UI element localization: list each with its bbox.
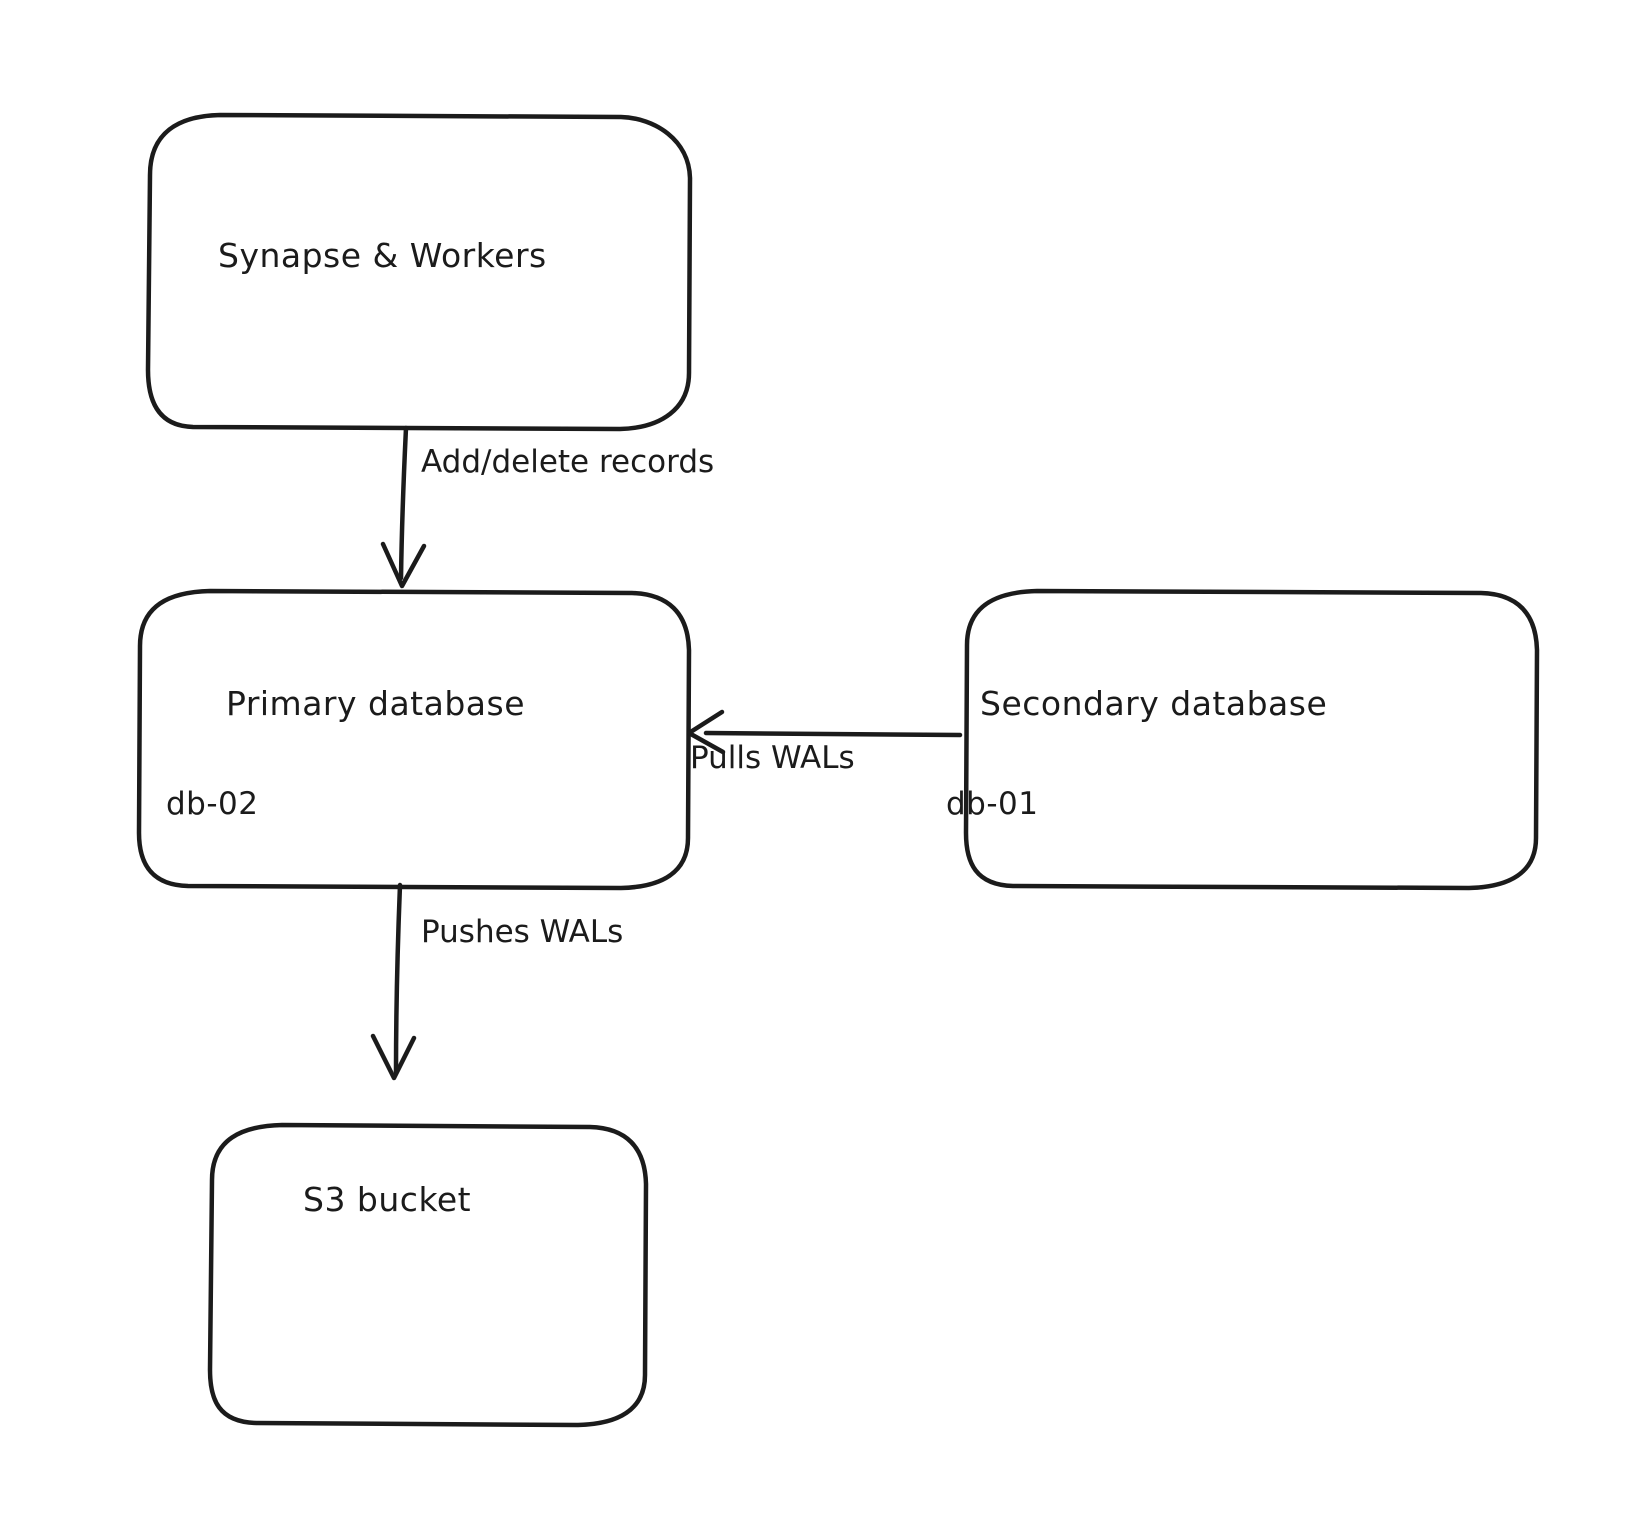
node-label-s3: S3 bucket <box>303 1180 472 1219</box>
edge-label-pushes-wals: Pushes WALs <box>421 914 624 950</box>
node-box-synapse[interactable] <box>148 115 690 429</box>
node-sublabel-primary: db-02 <box>166 786 259 822</box>
node-box-primary[interactable] <box>139 591 689 888</box>
node-sublabel-secondary: db-01 <box>946 786 1039 822</box>
node-box-s3[interactable] <box>210 1125 646 1425</box>
node-box-secondary[interactable] <box>966 591 1537 888</box>
edge-line-primary-to-s3 <box>396 885 400 1072</box>
edge-line-synapse-to-primary <box>401 428 406 578</box>
edge-label-add-delete-records: Add/delete records <box>421 444 715 480</box>
edge-label-pulls-wals: Pulls WALs <box>690 740 855 776</box>
node-label-synapse: Synapse & Workers <box>218 236 547 275</box>
edge-line-secondary-to-primary <box>706 733 960 735</box>
arrowhead-primary-to-s3 <box>373 1036 414 1078</box>
node-label-primary: Primary database <box>226 684 526 723</box>
node-label-secondary: Secondary database <box>980 684 1328 723</box>
